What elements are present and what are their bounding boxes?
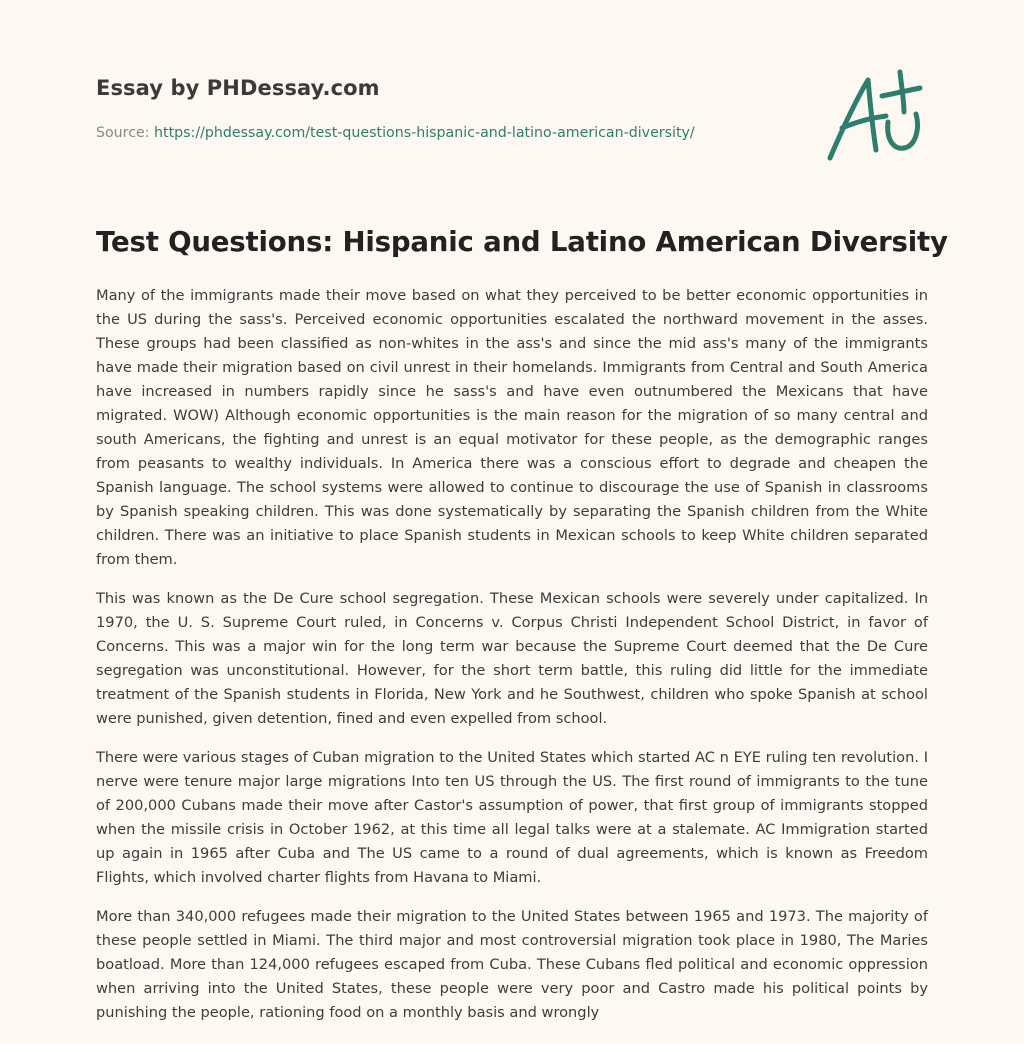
paragraph: There were various stages of Cuban migration to the United States which started AC n EYE ruling ten revolution. I nerve were tenure major large migrations Into ten US through the US. The first round of immigrants to the tune of 200,000 Cubans made their move after Castor's assumption of power, that first group of immigrants stopped when the missile crisis in October 1962, at this time all legal talks were at a stalemate. AC Immigration started up again in 1965 after Cuba and The US came to a round of dual agreements, which is known as Freedom Flights, which involved charter flights from Havana to Miami.	[96, 749, 928, 886]
site-brand: Essay by PHDessay.com	[96, 76, 380, 100]
a-plus-logo-icon	[824, 66, 928, 166]
essay-body	[96, 284, 928, 1040]
essay-title: Test Questions: Hispanic and Latino American Diversity	[96, 225, 948, 258]
paragraph: This was known as the De Cure school segregation. These Mexican schools were severely under capitalized. In 1970, the U. S. Supreme Court ruled, in Concerns v. Corpus Christi Independent School District, in favor of Concerns. This was a major win for the long term war because the Supreme Court deemed that the De Cure segregation was unconstitutional. However, for the short term battle, this ruling did little for the immediate treatment of the Spanish students in Florida, New York and he Southwest, children who spoke Spanish at school were punished, given detention, fined and even expelled from school.	[96, 590, 928, 727]
source-line	[96, 125, 695, 141]
paragraph: More than 340,000 refugees made their migration to the United States between 1965 and 1973. The majority of these people settled in Miami. The third major and most controversial migration took place in 1980, The Maries boatload. More than 124,000 refugees escaped from Cuba. These Cubans fled political and economic oppression when arriving into the United States, these people were very poor and Castro made his political points by punishing the people, rationing food on a monthly basis and wrongly	[96, 908, 928, 1021]
paragraph: Many of the immigrants made their move based on what they perceived to be better economic opportunities in the US during the sass's. Perceived economic opportunities escalated the northward movement in the asses. These groups had been classified as non-whites in the ass's and since the mid ass's many of the immigrants have made their migration based on civil unrest in their homelands. Immigrants from Central and South America have increased in numbers rapidly since he sass's and have even outnumbered the Mexicans that have migrated. WOW) Although economic opportunities is the main reason for the migration of so many central and south Americans, the fighting and unrest is an equal motivator for these people, as the demographic ranges from peasants to wealthy individuals. In America there was a conscious effort to degrade and cheapen the Spanish language. The school systems were allowed to continue to discourage the use of Spanish in classrooms by Spanish speaking children. This was done systematically by separating the Spanish children from the White children. There was an initiative to place Spanish students in Mexican schools to keep White children separated from them.	[96, 287, 928, 568]
source-label: Source:	[96, 125, 150, 141]
source-link[interactable]: https://phdessay.com/test-questions-hispanic-and-latino-american-diversity/	[154, 125, 695, 141]
